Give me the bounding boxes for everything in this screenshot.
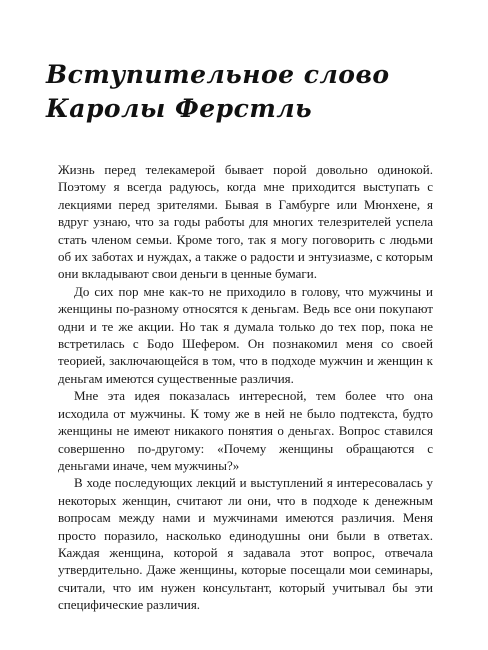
paragraph-2: До сих пор мне как-то не приходило в голову, что мужчины и женщины по-разному относятся к деньгам. Ведь все они покупают одни и те же акции. Но так я думала только до тех пор, пока не встретилась с Бодо Шефером. Он познакомил меня со своей теорией, заключающейся в том, что в подходе мужчин и женщин к деньгам имеются существенные различия. xyxy=(58,283,433,386)
body-text xyxy=(58,161,433,614)
chapter-heading xyxy=(46,58,446,126)
paragraph-1: Жизнь перед телекамерой бывает порой довольно одинокой. Поэтому я всегда радуюсь, когда мне приходится выступать с лекциями перед зрителями. Бывая в Гамбурге или Мюнхене, я вдруг узнаю, что за годы работы для многих телезрителей успела стать членом семьи. Кроме того, так я могу поговорить с людьми об их заботах и нуждах, а также о радости и энтузиазме, с которым они вкладывают свои деньги в ценные бумаги. xyxy=(58,162,433,282)
chapter-heading-line-1: Вступительное слово xyxy=(46,60,390,89)
paragraph-3: Мне эта идея показалась интересной, тем более что она исходила от мужчины. К тому же в ней не было подтекста, будто женщины не имеют никакого понятия о деньгах. Вопрос ставился совершенно по-другому: «Почему женщины обращаются с деньгами иначе, чем мужчины?» xyxy=(58,388,433,473)
paragraph-4: В ходе последующих лекций и выступлений я интересовалась у некоторых женщин, считают ли они, что в подходе к денежным вопросам между нами и мужчинами имеются различия. Меня просто поразило, насколько единодушны они были в ответах. Каждая женщина, которой я задавала этот вопрос, отвечала утвердительно. Даже женщины, которые посещали мои семинары, считали, что им нужен консультант, который учитывал бы эти специфические различия. xyxy=(58,475,433,613)
chapter-heading-line-2: Каролы Ферстль xyxy=(46,94,313,123)
